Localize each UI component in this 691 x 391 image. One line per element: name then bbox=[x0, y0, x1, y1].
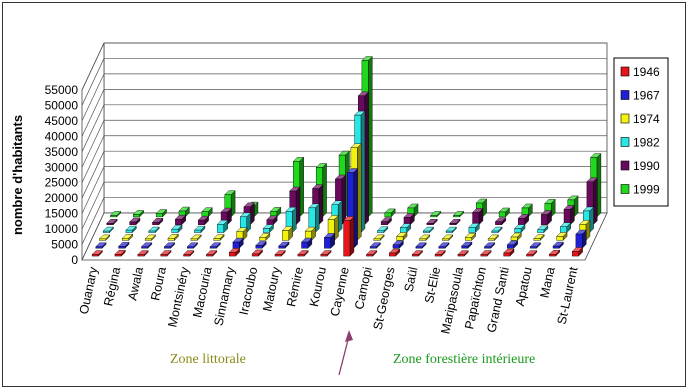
x-tick-label: Papaïchton bbox=[462, 265, 490, 331]
legend-swatch bbox=[621, 138, 629, 147]
chart-legend bbox=[614, 58, 668, 206]
x-tick-label: Maripasoula bbox=[438, 265, 467, 336]
zone-interieure-label: Zone forestière intérieure bbox=[393, 352, 536, 367]
y-tick-label: 40000 bbox=[44, 129, 78, 144]
y-tick-label: 50000 bbox=[44, 98, 78, 113]
bar-1967-St-Laurent bbox=[576, 230, 586, 248]
x-tick-label: St-Laurent bbox=[554, 265, 581, 326]
legend-label: 1967 bbox=[633, 88, 660, 103]
legend-label: 1990 bbox=[633, 159, 660, 173]
y-tick-label: 10000 bbox=[44, 222, 78, 237]
y-tick-label: 0 bbox=[71, 253, 78, 267]
cayenne-arrow bbox=[339, 330, 353, 375]
y-tick-label: 35000 bbox=[44, 144, 78, 159]
x-tick-label: Cayenne bbox=[327, 265, 352, 318]
y-tick-label: 55000 bbox=[44, 83, 78, 97]
y-axis-ticks bbox=[45, 83, 79, 267]
bar-1967-Kourou bbox=[324, 233, 334, 248]
legend-swatch bbox=[621, 114, 629, 123]
bar-1946-Cayenne bbox=[344, 217, 354, 257]
x-tick-label: Mana bbox=[537, 265, 558, 300]
x-axis-ticks bbox=[77, 265, 581, 335]
y-tick-label: 45000 bbox=[44, 113, 78, 128]
x-tick-label: Ouanary bbox=[76, 265, 101, 316]
x-tick-label: Grand Santi bbox=[484, 265, 512, 334]
y-tick-label: 30000 bbox=[44, 160, 78, 175]
y-tick-label: 15000 bbox=[44, 206, 78, 221]
legend-label: 1974 bbox=[633, 112, 660, 126]
legend-label: 1982 bbox=[633, 135, 660, 150]
x-tick-label: St-Elie bbox=[421, 265, 444, 305]
legend-swatch bbox=[621, 161, 629, 170]
y-tick-label: 5000 bbox=[51, 237, 78, 252]
y-axis-label: nombre d'habitants bbox=[10, 114, 25, 236]
x-tick-label: Sinnamary bbox=[211, 265, 238, 328]
zone-littorale-label: Zone littorale bbox=[170, 352, 246, 367]
x-tick-label: Matoury bbox=[260, 265, 284, 313]
x-tick-label: St-Georges bbox=[370, 265, 398, 332]
legend-label: 1999 bbox=[633, 182, 660, 197]
x-tick-label: Iracoubo bbox=[236, 265, 261, 317]
x-tick-label: Saül bbox=[401, 265, 421, 294]
legend-swatch bbox=[621, 67, 629, 76]
y-tick-label: 20000 bbox=[44, 191, 78, 206]
x-tick-label: Macouria bbox=[190, 265, 215, 319]
legend-swatch bbox=[621, 185, 629, 194]
bar-1990-Maripasoula bbox=[473, 208, 483, 224]
x-tick-label: Awala bbox=[125, 265, 147, 302]
y-tick-label: 25000 bbox=[44, 175, 78, 190]
x-tick-label: Régina bbox=[101, 265, 124, 308]
x-tick-label: Kourou bbox=[306, 265, 330, 309]
bar-1990-Mana bbox=[564, 205, 574, 224]
x-tick-label: Roura bbox=[148, 265, 169, 302]
legend-label: 1946 bbox=[633, 65, 660, 79]
x-tick-label: Apatou bbox=[512, 265, 535, 308]
x-tick-label: Rémire bbox=[284, 265, 307, 309]
x-tick-label: Camopi bbox=[352, 265, 375, 311]
x-tick-label: Montsinéry bbox=[165, 265, 192, 329]
legend-swatch bbox=[621, 91, 629, 100]
